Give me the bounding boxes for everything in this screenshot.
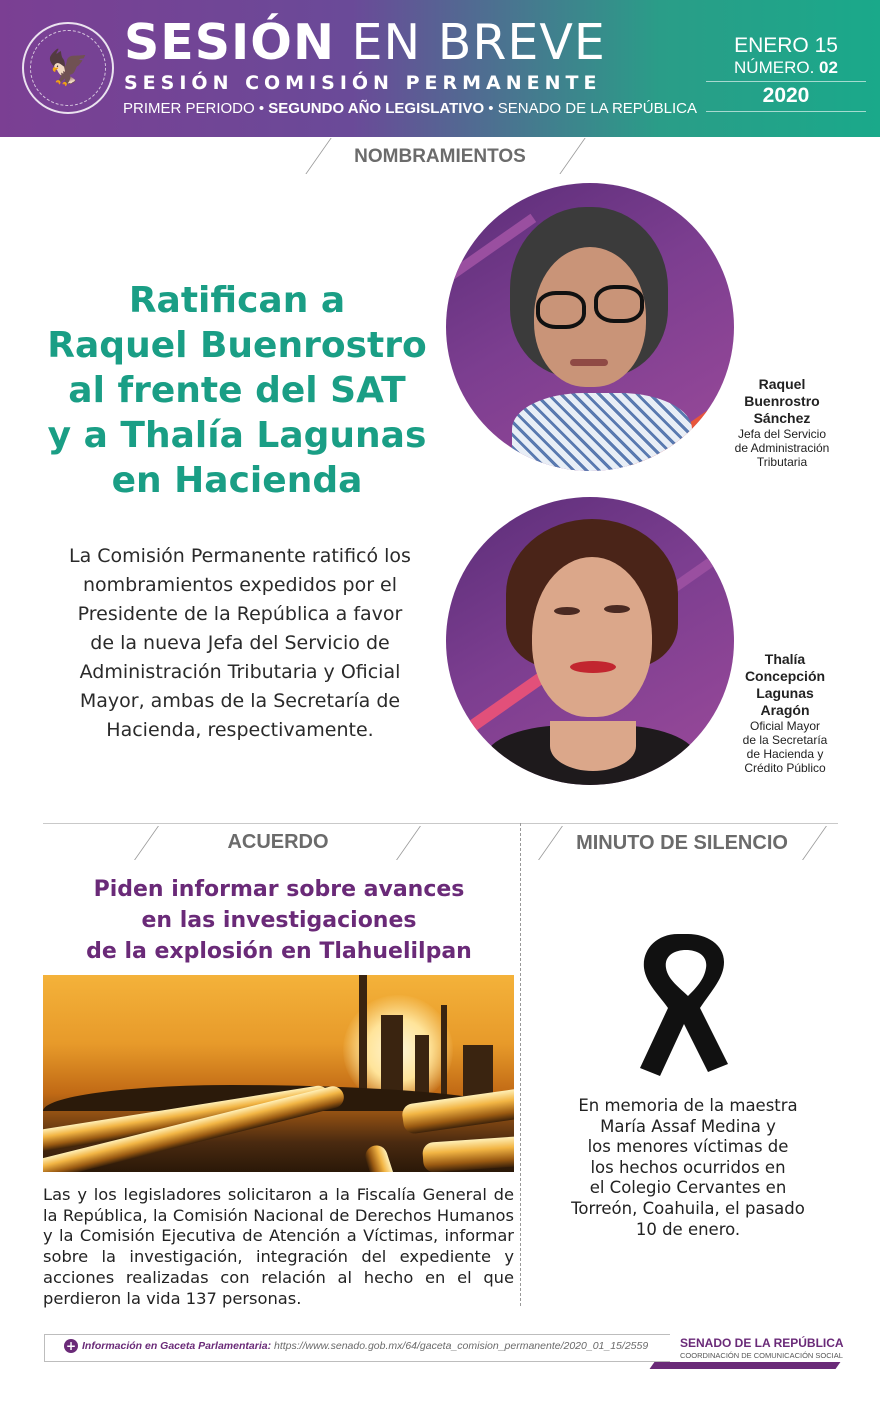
divider [706,111,866,112]
portrait-raquel-buenrostro [446,183,734,471]
issue-date: ENERO 15 [734,34,838,57]
section-slash [559,138,585,174]
caption-raquel-buenrostro: Raquel Buenrostro Sánchez Jefa del Servicio de Administración Tributaria [734,376,830,469]
legislative-period: PRIMER PERIODO • SEGUNDO AÑO LEGISLATIVO • SENADO DE LA REPÚBLICA [123,100,697,117]
main-headline: Ratifican a Raquel Buenrostro al frente del SAT y a Thalía Lagunas en Hacienda [47,280,427,501]
section-label-minuto: MINUTO DE SILENCIO [576,832,788,854]
gaceta-link[interactable]: https://www.senado.gob.mx/64/gaceta_comision_permanente/2020_01_15/2559 [274,1340,649,1352]
issue-number: NÚMERO. 02 [734,58,838,77]
plus-circle-icon: + [65,1339,77,1353]
gaceta-info: Información en Gaceta Parlamentaria: https://www.senado.gob.mx/64/gaceta_comision_permanente/2020_01_15/2559 [82,1340,649,1352]
issue-info [706,34,866,114]
section-slash [396,826,421,860]
mourning-ribbon-icon [628,926,748,1076]
section-slash [134,826,159,860]
header-banner [0,0,880,137]
issue-year: 2020 [762,84,810,107]
column-divider [520,823,521,1306]
acuerdo-headline: Piden informar sobre avances en las investigaciones de la explosión en Tlahuelilpan [86,877,472,964]
footer-accent-bar [650,1362,841,1369]
senado-credit: SENADO DE LA REPÚBLICA COORDINACIÓN DE COMUNICACIÓN SOCIAL [680,1336,844,1360]
section-label-acuerdo: ACUERDO [227,831,329,853]
coat-of-arms-seal [22,22,114,114]
section-label-nombramientos: NOMBRAMIENTOS [354,146,526,167]
section-divider [43,823,838,824]
caption-thalia-lagunas: Thalía Concepción Lagunas Aragón Oficial Mayor de la Secretaría de Hacienda y Crédito Público [742,651,828,775]
bulletin-subtitle: SESIÓN COMISIÓN PERMANENTE [124,72,602,94]
pipeline-sunset-photo [43,975,514,1172]
divider [706,81,866,82]
nombramientos-body: La Comisión Permanente ratificó los nombramientos expedidos por el Presidente de la República a favor de la nueva Jefa del Servicio de Administración Tributaria y Oficial Mayor, ambas de la Secretaría de Hacienda, respectivamente. [69,545,411,741]
section-slash [802,826,827,860]
minuto-body: En memoria de la maestra María Assaf Medina y los menores víctimas de los hechos ocurridos en el Colegio Cervantes en Torreón, Coahuila, el pasado 10 de enero. [571,1096,805,1239]
eagle-icon: 🦅 [46,48,90,88]
bulletin-title: SESIÓN EN BREVE [124,14,606,71]
portrait-thalia-lagunas [446,497,734,785]
acuerdo-body: Las y los legisladores solicitaron a la Fiscalía General de la República, la Comisión Nacional de Derechos Humanos y la Comisión Ejecutiva de Atención a Víctimas, informar sobre la investigación, integración del expediente y acciones realizadas con relación al hecho en el que perdieron la vida 137 personas. [43,1185,514,1308]
